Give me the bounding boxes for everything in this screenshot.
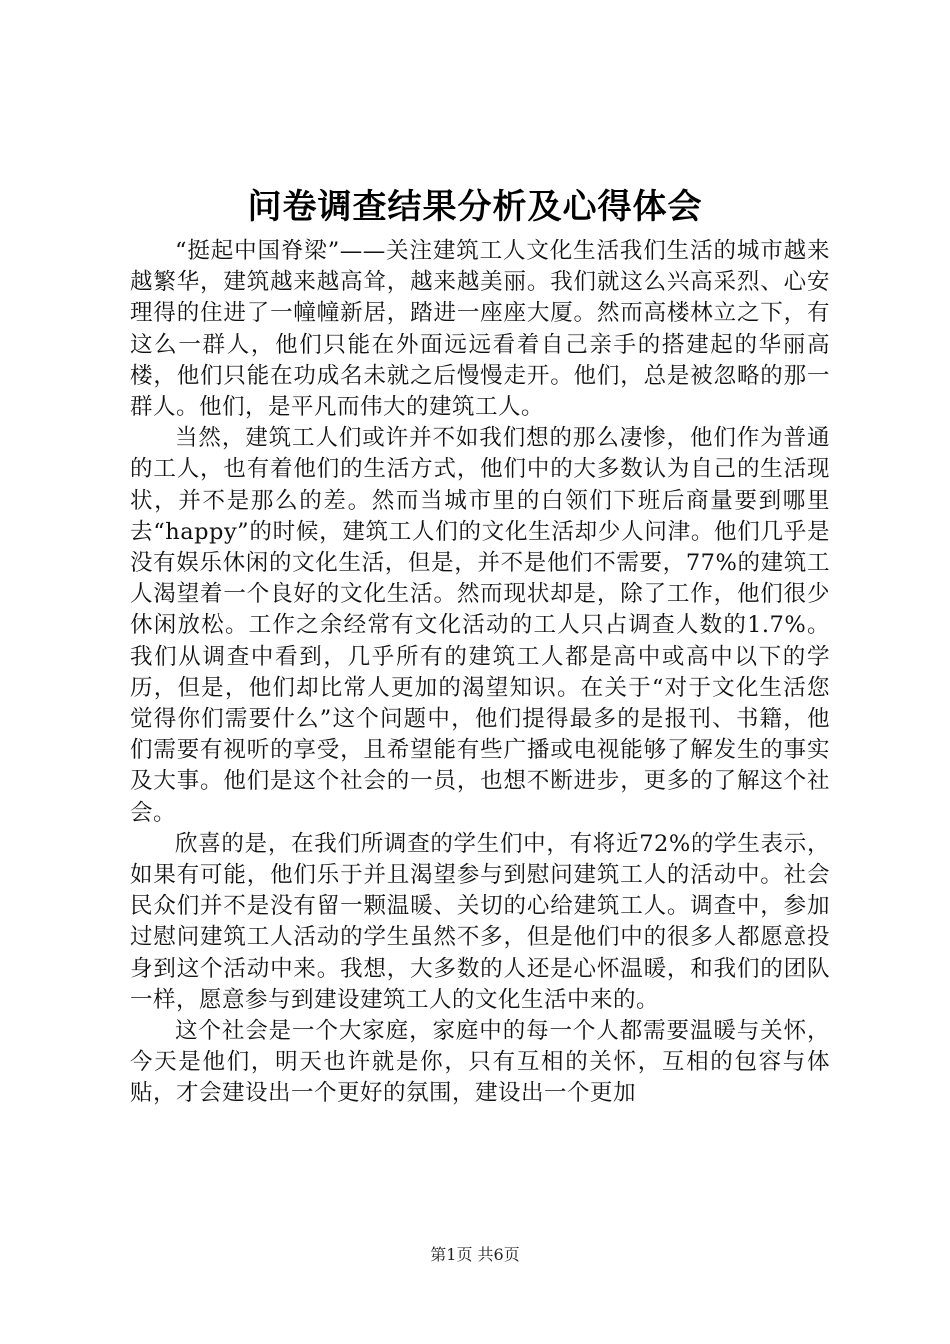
paragraph: 这个社会是一个大家庭，家庭中的每一个人都需要温暖与关怀，今天是他们，明天也许就是你，只有互相的关怀，互相的包容与体贴，才会建设出一个更好的氛围，建设出一个更加	[130, 1018, 830, 1107]
page-number-footer: 第1页 共6页	[430, 1245, 520, 1264]
paragraph: 欣喜的是，在我们所调查的学生们中，有将近72%的学生表示，如果有可能，他们乐于并且渴望参与到慰问建筑工人的活动中。社会民众们并不是没有留一颗温暖、关切的心给建筑工人。调查中，参加过慰问建筑工人活动的学生虽然不多，但是他们中的很多人都愿意投身到这个活动中来。我想，大多数的人还是心怀温暖，和我们的团队一样，愿意参与到建设建筑工人的文化生活中来的。	[130, 830, 830, 1013]
paragraph: 当然，建筑工人们或许并不如我们想的那么凄惨，他们作为普通的工人，也有着他们的生活方式，他们中的大多数认为自己的生活现状，并不是那么的差。然而当城市里的白领们下班后商量要到哪里去“happy”的时候，建筑工人们的文化生活却少人问津。他们几乎是没有娱乐休闲的文化生活，但是，并不是他们不需要，77%的建筑工人渴望着一个良好的文化生活。然而现状却是，除了工作，他们很少休闲放松。工作之余经常有文化活动的工人只占调查人数的1.7%。我们从调查中看到，几乎所有的建筑工人都是高中或高中以下的学历，但是，他们却比常人更加的渴望知识。在关于“对于文化生活您觉得你们需要什么”这个问题中，他们提得最多的是报刊、书籍，他们需要有视听的享受，且希望能有些广播或电视能够了解发生的事实及大事。他们是这个社会的一员，也想不断进步，更多的了解这个社会。	[130, 425, 830, 826]
paragraph: “挺起中国脊梁”——关注建筑工人文化生活我们生活的城市越来越繁华，建筑越来越高耸，越来越美丽。我们就这么兴高采烈、心安理得的住进了一幢幢新居，踏进一座座大厦。然而高楼林立之下，有这么一群人，他们只能在外面远远看着自己亲手的搭建起的华丽高楼，他们只能在功成名未就之后慢慢走开。他们，总是被忽略的那一群人。他们，是平凡而伟大的建筑工人。	[130, 238, 830, 421]
document-body	[130, 236, 830, 1110]
page-title: 问卷调查结果分析及心得体会	[247, 187, 703, 227]
